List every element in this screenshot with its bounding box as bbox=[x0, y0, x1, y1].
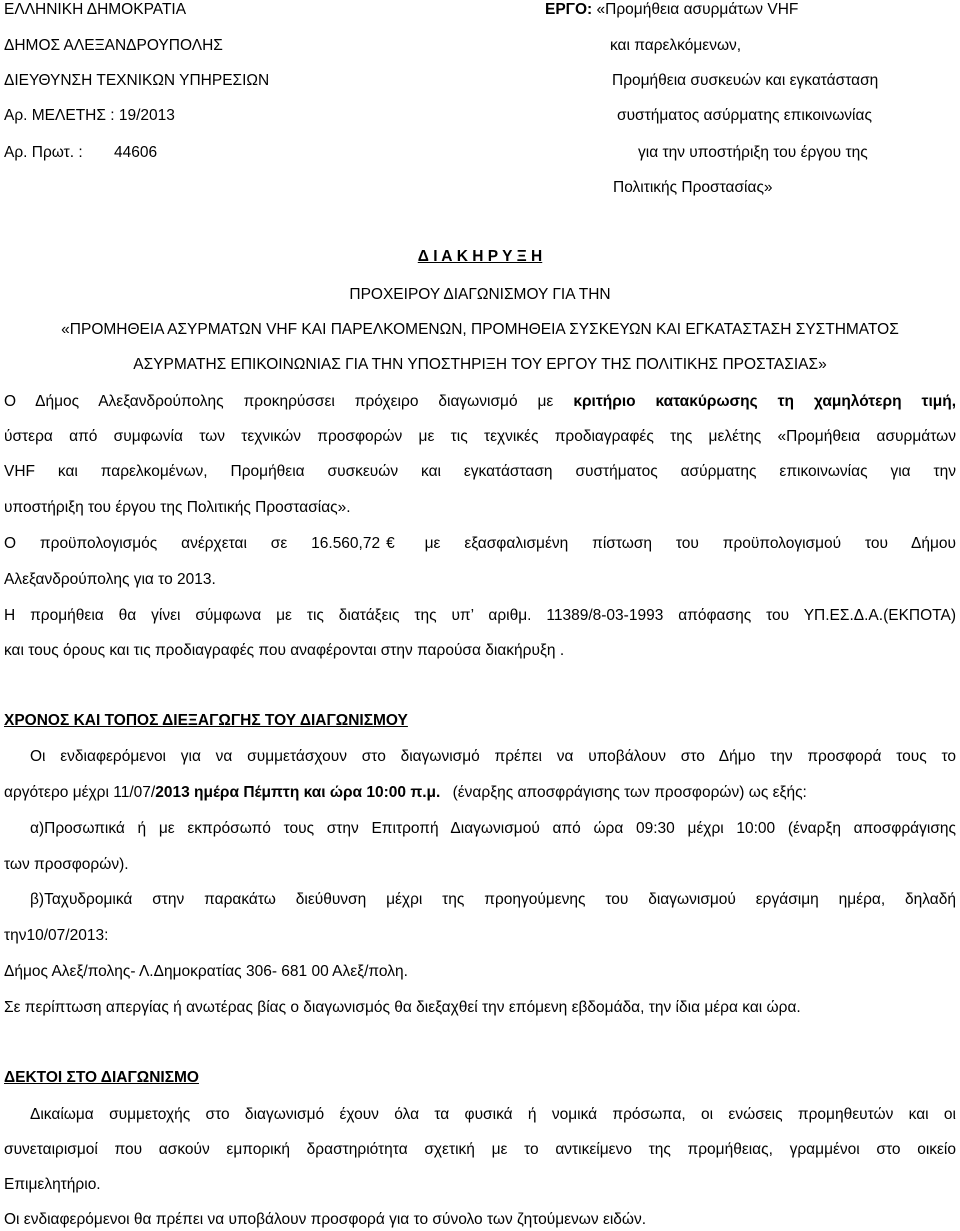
budget-funding: με εξασφαλισμένη πίστωση του προϋπολογισμού του Δήμου bbox=[424, 535, 956, 552]
document-subtitle-2: «ΠΡΟΜΗΘΕΙΑ ΑΣΥΡΜΑΤΩΝ VHF ΚΑΙ ΠΑΡΕΛΚΟΜΕΝΩΝ, ΠΡΟΜΗΘΕΙΑ ΣΥΣΚΕΥΩΝ ΚΑΙ ΕΓΚΑΤΑΣΤΑΣΗ ΣΥΣΤΗΜΑΤΟΣ bbox=[61, 321, 899, 338]
option-a-line-2: των προσφορών). bbox=[4, 856, 129, 873]
eligible-line-3: Επιμελητήριο. bbox=[4, 1176, 101, 1193]
law-line-2: και τους όρους και τις προδιαγραφές που αναφέρονται στην παρούσα διακήρυξη . bbox=[4, 642, 565, 659]
intro-line-1 bbox=[4, 392, 956, 412]
intro-line-2: ύστερα από συμφωνία των τεχνικών προσφορών με τις τεχνικές προδιαγραφές της μελέτης «Προμήθεια ασυρμάτων bbox=[4, 428, 956, 445]
budget-line-2: Αλεξανδρούπολης για το 2013. bbox=[4, 571, 216, 588]
header-department: ΔΙΕΥΘΥΝΣΗ ΤΕΧΝΙΚΩΝ ΥΠΗΡΕΣΙΩΝ bbox=[4, 72, 270, 89]
option-b-line-1: β)Ταχυδρομικά στην παρακάτω διεύθυνση μέχρι της προηγούμενης του διαγωνισμού εργάσιμη ημέρα, δηλαδή bbox=[30, 891, 956, 908]
strike-clause: Σε περίπτωση απεργίας ή ανωτέρας βίας ο διαγωνισμός θα διεξαχθεί την επόμενη εβδομάδα, την ίδια μέρα και ώρα. bbox=[4, 999, 801, 1016]
deadline-prefix: αργότερο μέχρι 11/07/ bbox=[4, 784, 156, 801]
intro-line-3: VHF και παρελκομένων, Προμήθεια συσκευών και εγκατάσταση συστήματος ασύρματης επικοινωνίας για την bbox=[4, 463, 956, 480]
project-title-1: «Προμήθεια ασυρμάτων VHF bbox=[596, 1, 799, 18]
header-protocol-label: Αρ. Πρωτ. : bbox=[4, 144, 83, 161]
eligible-line-1: Δικαίωμα συμμετοχής στο διαγωνισμό έχουν όλα τα φυσικά ή νομικά πρόσωπα, οι ενώσεις προμηθευτών και οι bbox=[30, 1106, 956, 1123]
header-municipality: ΔΗΜΟΣ ΑΛΕΞΑΝΔΡΟΥΠΟΛΗΣ bbox=[4, 37, 223, 54]
eligible-line-2: συνεταιρισμοί που ασκούν εμπορική δραστηριότητα σχετική με το αντικείμενο της προμήθειας, γραμμένοι στο οικείο bbox=[4, 1141, 956, 1158]
euro-icon: € bbox=[386, 535, 395, 552]
project-line-3: Προμήθεια συσκευών και εγκατάσταση bbox=[612, 72, 879, 89]
project-line-1 bbox=[545, 0, 798, 20]
header-study-number: Αρ. ΜΕΛΕΤΗΣ : 19/2013 bbox=[4, 107, 175, 124]
deadline-date-time: 2013 ημέρα Πέμπτη και ώρα 10:00 π.μ. bbox=[155, 784, 441, 801]
section-heading-eligible: ΔΕΚΤΟΙ ΣΤΟ ΔΙΑΓΩΝΙΣΜΟ bbox=[4, 1069, 199, 1086]
project-line-6: Πολιτικής Προστασίας» bbox=[613, 179, 773, 196]
option-b-line-2: την10/07/2013: bbox=[4, 927, 109, 944]
submission-line-2 bbox=[4, 783, 807, 803]
project-line-2: και παρελκόμενων, bbox=[610, 37, 742, 54]
budget-line-1 bbox=[4, 534, 956, 554]
project-line-5: για την υποστήριξη του έργου της bbox=[638, 144, 868, 161]
submission-line-1: Οι ενδιαφερόμενοι για να συμμετάσχουν στο διαγωνισμό πρέπει να υποβάλουν στο Δήμο την προσφορά τους το bbox=[30, 748, 956, 765]
option-a-line-1: α)Προσωπικά ή με εκπρόσωπό τους στην Επιτροπή Διαγωνισμού από ώρα 09:30 μέχρι 10:00 (έναρξη αποσφράγισης bbox=[30, 820, 956, 837]
header-protocol-number: 44606 bbox=[114, 144, 158, 161]
document-subtitle-1: ΠΡΟΧΕΙΡΟΥ ΔΙΑΓΩΝΙΣΜΟΥ ΓΙΑ ΤΗΝ bbox=[349, 286, 611, 303]
budget-label: Ο προϋπολογισμός ανέρχεται σε bbox=[4, 535, 288, 552]
award-criterion: κριτήριο κατακύρωσης τη χαμηλότερη τιμή, bbox=[573, 393, 957, 410]
deadline-suffix: (έναρξης αποσφράγισης των προσφορών) ως εξής: bbox=[452, 784, 807, 801]
project-line-4: συστήματος ασύρματης επικοινωνίας bbox=[617, 107, 872, 124]
header-country: ΕΛΛΗΝΙΚΗ ΔΗΜΟΚΡΑΤΙΑ bbox=[4, 1, 187, 18]
document-subtitle-3: ΑΣΥΡΜΑΤΗΣ ΕΠΙΚΟΙΝΩΝΙΑΣ ΓΙΑ ΤΗΝ ΥΠΟΣΤΗΡΙΞΗ ΤΟΥ ΕΡΓΟΥ ΤΗΣ ΠΟΛΙΤΙΚΗΣ ΠΡΟΣΤΑΣΙΑΣ» bbox=[133, 356, 827, 373]
full-offer-requirement: Οι ενδιαφερόμενοι θα πρέπει να υποβάλουν προσφορά για το σύνολο των ζητούμενων ειδών. bbox=[4, 1211, 647, 1228]
budget-amount-group bbox=[311, 535, 401, 552]
law-line-1: Η προμήθεια θα γίνει σύμφωνα με τις διατάξεις της υπ’ αριθμ. 11389/8-03-1993 απόφασης του ΥΠ.ΕΣ.Δ.Α.(ΕΚΠΟΤΑ) bbox=[4, 607, 956, 624]
intro-line-4: υποστήριξη του έργου της Πολιτικής Προστασίας». bbox=[4, 499, 351, 516]
intro-line-1-text: Ο Δήμος Αλεξανδρούπολης προκηρύσσει πρόχειρο διαγωνισμό με bbox=[4, 393, 554, 410]
section-heading-time-place: ΧΡΟΝΟΣ ΚΑΙ ΤΟΠΟΣ ΔΙΕΞΑΓΩΓΗΣ ΤΟΥ ΔΙΑΓΩΝΙΣΜΟΥ bbox=[4, 712, 408, 729]
project-label: ΕΡΓΟ: bbox=[545, 1, 593, 18]
budget-amount: 16.560,72 bbox=[311, 535, 381, 552]
postal-address: Δήμος Αλεξ/πολης- Λ.Δημοκρατίας 306- 681 00 Αλεξ/πολη. bbox=[4, 963, 408, 980]
document-title: Δ Ι Α Κ Η Ρ Υ Ξ Η bbox=[417, 248, 543, 265]
